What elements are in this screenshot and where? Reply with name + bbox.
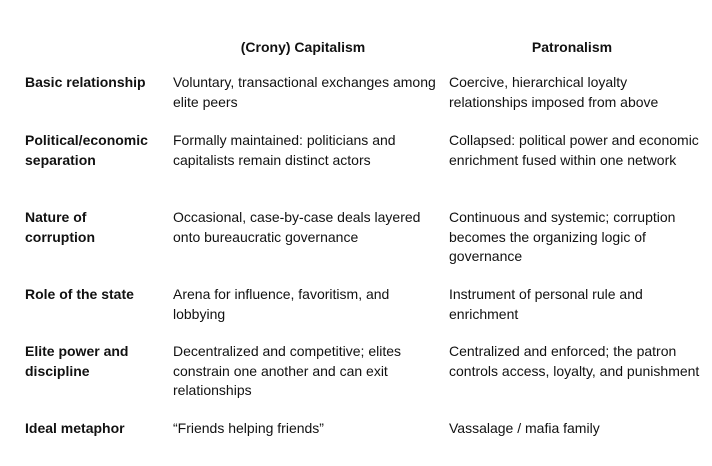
crony-cell: Occasional, case-by-case deals layered onto bureaucratic governance: [173, 209, 421, 245]
patronalism-cell: Coercive, hierarchical loyalty relationships imposed from above: [449, 74, 659, 110]
patronalism-cell: Continuous and systemic; corruption becomes the organizing logic of governance: [449, 209, 676, 264]
column-header-patronalism: Patronalism: [531, 39, 613, 55]
row-label: Role of the state: [25, 286, 134, 302]
row-label: Political/economic separation: [25, 132, 148, 168]
row-label: Nature of corruption: [25, 209, 95, 245]
column-header-crony-capitalism: (Crony) Capitalism: [240, 39, 366, 55]
crony-cell: Formally maintained: politicians and capitalists remain distinct actors: [173, 132, 396, 168]
patronalism-cell: Instrument of personal rule and enrichment: [449, 286, 643, 322]
row-label: Basic relationship: [25, 74, 146, 90]
crony-cell: Decentralized and competitive; elites constrain one another and can exit relationships: [173, 343, 402, 398]
patronalism-cell: Collapsed: political power and economic enrichment fused within one network: [449, 132, 699, 168]
crony-cell: Arena for influence, favoritism, and lobbying: [173, 286, 390, 322]
patronalism-cell: Vassalage / mafia family: [449, 420, 600, 436]
patronalism-cell: Centralized and enforced; the patron controls access, loyalty, and punishment: [449, 343, 700, 379]
row-label: Ideal metaphor: [25, 420, 125, 436]
crony-cell: “Friends helping friends”: [173, 420, 324, 436]
row-label: Elite power and discipline: [25, 343, 129, 379]
crony-cell: Voluntary, transactional exchanges among elite peers: [173, 74, 436, 110]
